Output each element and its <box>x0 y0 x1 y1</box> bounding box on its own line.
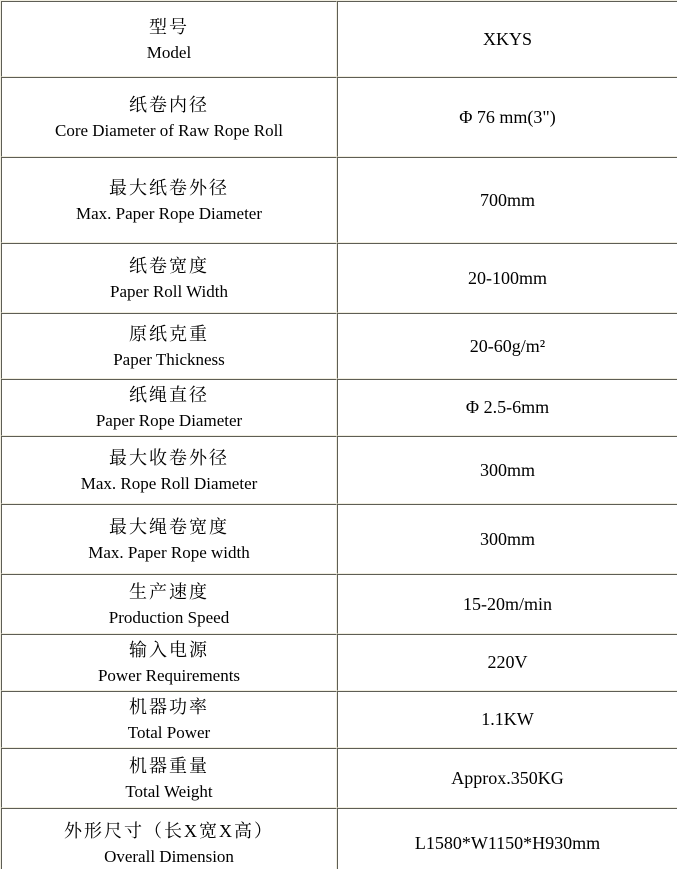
spec-value-cell: 15-20m/min <box>337 574 677 634</box>
table-row <box>1 157 677 243</box>
spec-label-zh: 最大纸卷外径 <box>109 177 229 198</box>
table-row <box>1 77 677 157</box>
spec-label-cell <box>1 1 337 77</box>
spec-label-zh: 机器重量 <box>129 755 209 776</box>
spec-label-cell <box>1 313 337 379</box>
spec-value-cell: Approx.350KG <box>337 748 677 808</box>
spec-label-zh: 最大收卷外径 <box>109 447 229 468</box>
spec-label-cell <box>1 748 337 808</box>
table-row <box>1 379 677 436</box>
spec-label-en: Production Speed <box>108 607 230 627</box>
spec-value-cell: L1580*W1150*H930mm <box>337 808 677 869</box>
spec-label-cell <box>1 243 337 313</box>
spec-label-en: Paper Roll Width <box>110 281 228 301</box>
spec-value-cell: 20-60g/m² <box>337 313 677 379</box>
spec-value-cell: XKYS <box>337 1 677 77</box>
spec-label-cell <box>1 691 337 748</box>
spec-label-zh: 生产速度 <box>129 581 209 602</box>
spec-label-en: Max. Paper Rope width <box>88 542 250 562</box>
spec-label-cell <box>1 808 337 869</box>
spec-value-cell: 300mm <box>337 436 677 504</box>
spec-label-zh: 纸卷宽度 <box>129 255 209 276</box>
spec-label-en: Core Diameter of Raw Rope Roll <box>54 120 284 140</box>
table-row <box>1 313 677 379</box>
spec-label-en: Power Requirements <box>97 666 241 685</box>
table-row <box>1 808 677 869</box>
spec-label-cell <box>1 77 337 157</box>
spec-value-cell: Φ 76 mm(3") <box>337 77 677 157</box>
table-row <box>1 1 677 77</box>
spec-label-en: Max. Paper Rope Diameter <box>76 203 262 223</box>
spec-value-cell: 220V <box>337 634 677 691</box>
table-row <box>1 436 677 504</box>
table-row <box>1 504 677 574</box>
table-row <box>1 634 677 691</box>
table-row <box>1 574 677 634</box>
spec-label-en: Paper Thickness <box>113 349 225 369</box>
table-row <box>1 243 677 313</box>
spec-label-en: Overall Dimension <box>104 847 234 866</box>
spec-label-zh: 输入电源 <box>129 640 209 660</box>
spec-label-en: Model <box>146 42 192 62</box>
spec-label-zh: 纸卷内径 <box>129 94 209 115</box>
spec-label-cell <box>1 436 337 504</box>
spec-value-cell: 20-100mm <box>337 243 677 313</box>
spec-value-cell: 700mm <box>337 157 677 243</box>
table-row <box>1 691 677 748</box>
table-row <box>1 748 677 808</box>
spec-label-zh: 机器功率 <box>129 697 209 717</box>
spec-label-en: Max. Rope Roll Diameter <box>80 473 258 493</box>
spec-label-cell <box>1 157 337 243</box>
spec-label-en: Paper Rope Diameter <box>95 411 243 430</box>
spec-value-cell: Φ 2.5-6mm <box>337 379 677 436</box>
spec-value-cell: 300mm <box>337 504 677 574</box>
spec-label-cell <box>1 379 337 436</box>
spec-label-zh: 外形尺寸（长X宽X高） <box>64 821 274 841</box>
spec-label-zh: 原纸克重 <box>129 323 209 344</box>
spec-label-en: Total Weight <box>125 781 213 801</box>
spec-label-zh: 纸绳直径 <box>129 385 209 405</box>
spec-label-cell <box>1 634 337 691</box>
spec-label-cell <box>1 574 337 634</box>
spec-label-cell <box>1 504 337 574</box>
spec-value-cell: 1.1KW <box>337 691 677 748</box>
spec-label-zh: 型号 <box>149 16 189 37</box>
spec-label-zh: 最大绳卷宽度 <box>109 516 229 537</box>
spec-label-en: Total Power <box>127 723 211 742</box>
